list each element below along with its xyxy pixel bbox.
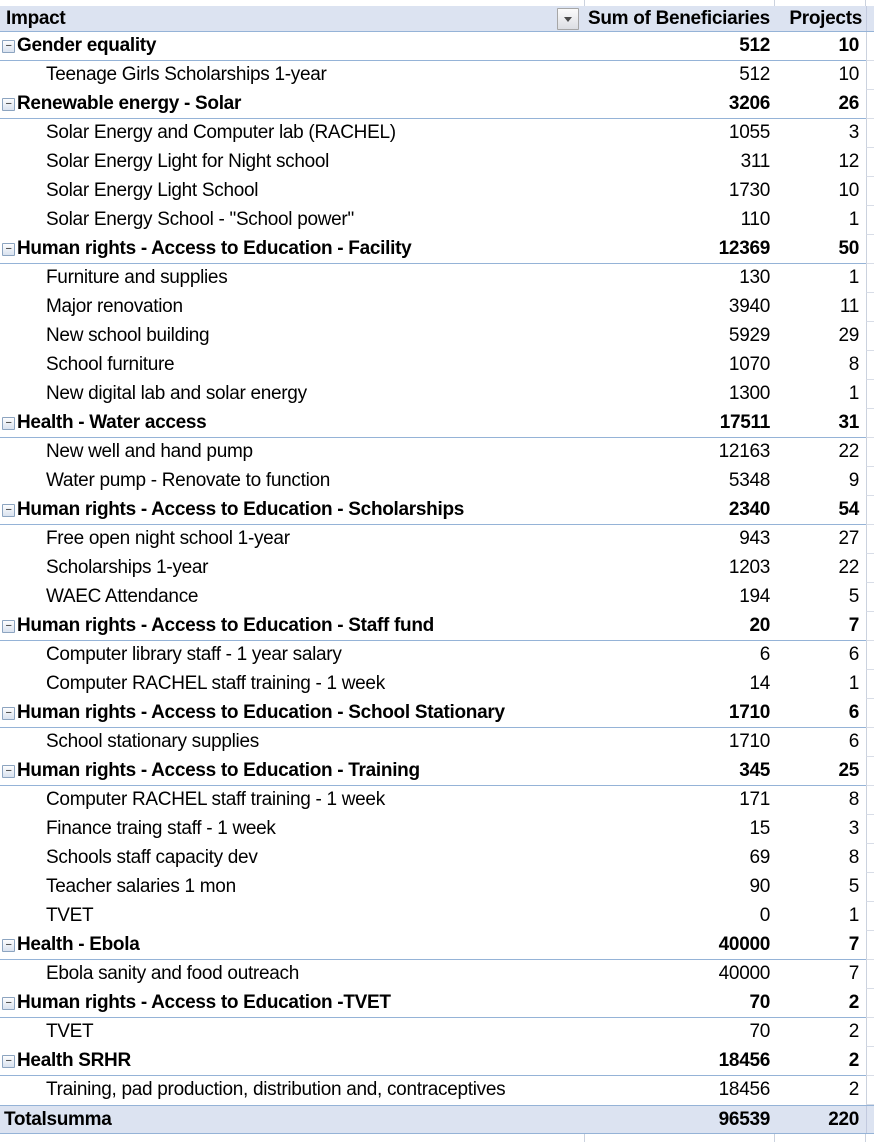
beneficiaries-cell[interactable]: 0 [759,905,770,926]
projects-cell[interactable]: 50 [838,238,859,259]
sheet-cell-sliver [866,699,874,728]
row-label: Solar Energy and Computer lab (RACHEL) [46,122,396,143]
row-label: Ebola sanity and food outreach [46,963,299,984]
table-row [0,670,874,699]
table-row [0,438,874,467]
impact-cell[interactable] [0,931,585,959]
table-row [0,148,874,177]
row-label: Finance traing staff - 1 week [46,818,276,839]
collapse-minus-icon[interactable]: − [2,243,15,256]
impact-cell[interactable] [0,351,585,379]
impact-cell[interactable] [0,90,585,118]
projects-cell[interactable]: 5 [848,586,859,607]
projects-cell[interactable]: 25 [838,760,859,781]
impact-cell[interactable] [0,641,585,669]
impact-cell[interactable] [0,554,585,582]
impact-cell[interactable] [0,873,585,901]
projects-cell[interactable]: 6 [848,702,859,723]
impact-cell[interactable] [0,525,585,553]
collapse-minus-icon[interactable]: − [2,417,15,430]
beneficiaries-cell[interactable]: 18456 [718,1079,770,1100]
row-label: Free open night school 1-year [46,528,290,549]
impact-cell[interactable] [0,1047,585,1075]
row-label: Human rights - Access to Education - Staff fund [17,615,434,636]
projects-cell[interactable]: 2 [848,1079,859,1100]
table-row [0,1047,874,1076]
impact-cell[interactable] [0,728,585,756]
beneficiaries-cell[interactable]: 40000 [718,934,770,955]
table-row [0,728,874,757]
total-beneficiaries-cell[interactable]: 96539 [718,1108,770,1130]
beneficiaries-cell[interactable]: 14 [749,673,770,694]
row-label: School furniture [46,354,175,375]
projects-cell[interactable]: 1 [848,267,859,288]
projects-cell[interactable]: 1 [848,209,859,230]
impact-cell[interactable] [0,496,585,524]
table-row [0,61,874,90]
row-label: Scholarships 1-year [46,557,209,578]
impact-cell[interactable] [0,1076,585,1104]
impact-cell[interactable] [0,148,585,176]
gridline [865,1134,866,1142]
table-row [0,119,874,148]
column-header-beneficiaries[interactable]: Sum of Beneficiaries [588,7,770,29]
table-row [0,815,874,844]
projects-cell[interactable]: 2 [848,1050,859,1071]
row-label: Human rights - Access to Education - Facility [17,238,412,259]
projects-cell[interactable]: 10 [838,64,859,85]
impact-cell[interactable] [0,409,585,437]
projects-cell[interactable]: 9 [848,470,859,491]
collapse-minus-icon[interactable]: − [2,707,15,720]
row-label: Human rights - Access to Education - Scholarships [17,499,465,520]
table-body [0,32,874,1105]
projects-cell[interactable]: 10 [838,35,859,56]
row-label: Health - Water access [17,412,207,433]
sheet-cell-sliver [866,670,874,699]
projects-cell[interactable]: 8 [848,789,859,810]
table-row [0,902,874,931]
projects-cell[interactable]: 6 [848,644,859,665]
table-row [0,409,874,438]
beneficiaries-cell[interactable]: 18456 [718,1050,770,1071]
sheet-cell-sliver [866,525,874,554]
sheet-cell-sliver [866,757,874,786]
impact-cell[interactable] [0,467,585,495]
collapse-minus-icon[interactable]: − [2,504,15,517]
row-label: Computer RACHEL staff training - 1 week [46,673,385,694]
projects-cell[interactable]: 31 [838,412,859,433]
impact-cell[interactable] [0,380,585,408]
impact-cell[interactable] [0,583,585,611]
sheet-cell-sliver [866,177,874,206]
row-label: Water pump - Renovate to function [46,470,331,491]
beneficiaries-cell[interactable]: 1203 [728,557,770,578]
collapse-minus-icon[interactable]: − [2,939,15,952]
beneficiaries-cell[interactable]: 70 [749,992,770,1013]
beneficiaries-cell[interactable]: 40000 [718,963,770,984]
impact-cell[interactable] [0,844,585,872]
row-label: New well and hand pump [46,441,253,462]
table-row [0,786,874,815]
beneficiaries-cell[interactable]: 130 [739,267,770,288]
row-label: Training, pad production, distribution and, contraceptives [46,1079,506,1100]
column-header-projects[interactable]: Projects [789,7,862,29]
table-row [0,641,874,670]
beneficiaries-cell[interactable]: 171 [739,789,770,810]
collapse-minus-icon[interactable]: − [2,98,15,111]
projects-cell[interactable]: 2 [848,1021,859,1042]
table-row [0,1076,874,1105]
sheet-cell-sliver [866,496,874,525]
row-label: Solar Energy Light for Night school [46,151,330,172]
sheet-cell-sliver [866,293,874,322]
table-row [0,496,874,525]
projects-cell[interactable]: 29 [838,325,859,346]
gridline [584,1134,585,1142]
table-row [0,960,874,989]
sheet-cell-sliver [866,728,874,757]
beneficiaries-cell[interactable]: 69 [749,847,770,868]
projects-cell[interactable]: 11 [839,296,859,317]
sheet-cell-sliver [866,119,874,148]
row-label: Health SRHR [17,1050,131,1071]
sheet-cell-sliver [866,264,874,293]
beneficiaries-cell[interactable]: 90 [749,876,770,897]
sheet-cell-sliver [866,641,874,670]
projects-cell[interactable]: 7 [848,615,859,636]
projects-cell[interactable]: 22 [838,557,859,578]
sheet-cell-sliver [866,554,874,583]
projects-cell[interactable]: 2 [848,992,859,1013]
row-label: Solar Energy School - "School power" [46,209,354,230]
beneficiaries-cell[interactable]: 1710 [728,731,770,752]
row-label: TVET [46,1021,94,1042]
projects-cell[interactable]: 7 [848,963,859,984]
sheet-cell-sliver [866,32,874,61]
table-row [0,467,874,496]
table-row [0,293,874,322]
beneficiaries-cell[interactable]: 3206 [728,93,770,114]
row-label: Computer RACHEL staff training - 1 week [46,789,385,810]
gridline [774,1134,775,1142]
table-row [0,525,874,554]
row-label: Schools staff capacity dev [46,847,258,868]
collapse-minus-icon[interactable]: − [2,765,15,778]
row-label: Major renovation [46,296,183,317]
beneficiaries-cell[interactable]: 1055 [728,122,770,143]
header-row [0,6,874,32]
filter-dropdown-button[interactable] [557,8,579,30]
sheet-cell-sliver [866,989,874,1018]
table-row [0,931,874,960]
sheet-cell-sliver [866,6,874,31]
beneficiaries-cell[interactable]: 1730 [728,180,770,201]
impact-cell[interactable] [0,699,585,727]
sheet-cell-sliver [866,235,874,264]
table-row [0,351,874,380]
projects-cell[interactable]: 3 [848,122,859,143]
table-row [0,699,874,728]
sheet-cell-sliver [866,90,874,119]
sheet-cell-sliver [866,844,874,873]
projects-cell[interactable]: 3 [848,818,859,839]
sheet-cell-sliver [866,438,874,467]
table-row [0,264,874,293]
sheet-cell-sliver [866,467,874,496]
sheet-cell-sliver [866,612,874,641]
chevron-down-icon [564,17,572,22]
sheet-cell-sliver [866,583,874,612]
beneficiaries-cell[interactable]: 1300 [728,383,770,404]
projects-cell[interactable]: 54 [838,499,859,520]
row-label: Human rights - Access to Education - School Stationary [17,702,505,723]
impact-cell[interactable] [0,989,585,1017]
sheet-cell-sliver [866,351,874,380]
sheet-strip-bottom [0,1134,874,1142]
projects-cell[interactable]: 6 [848,731,859,752]
impact-cell[interactable] [0,438,585,466]
grand-total-row [0,1105,874,1134]
table-row [0,206,874,235]
impact-cell[interactable] [0,61,585,89]
projects-cell[interactable]: 7 [848,934,859,955]
impact-cell[interactable] [0,960,585,988]
sheet-cell-sliver [866,960,874,989]
row-label: New school building [46,325,210,346]
table-row [0,873,874,902]
row-label: Teacher salaries 1 mon [46,876,236,897]
table-row [0,177,874,206]
beneficiaries-cell[interactable]: 345 [739,760,770,781]
row-label: Computer library staff - 1 year salary [46,644,342,665]
total-label-cell[interactable]: Totalsumma [4,1108,112,1130]
row-label: Health - Ebola [17,934,140,955]
row-label: School stationary supplies [46,731,259,752]
beneficiaries-cell[interactable]: 512 [739,35,770,56]
collapse-minus-icon[interactable]: − [2,620,15,633]
row-label: Solar Energy Light School [46,180,259,201]
row-label: Renewable energy - Solar [17,93,242,114]
impact-cell[interactable] [0,786,585,814]
sheet-cell-sliver [866,1076,874,1105]
row-label: New digital lab and solar energy [46,383,307,404]
collapse-minus-icon[interactable]: − [2,1055,15,1068]
projects-cell[interactable]: 8 [848,847,859,868]
impact-cell[interactable] [0,32,585,60]
sheet-cell-sliver [866,1018,874,1047]
sheet-cell-sliver [866,409,874,438]
impact-cell[interactable] [0,902,585,930]
table-row [0,322,874,351]
impact-cell[interactable] [0,264,585,292]
row-label: TVET [46,905,94,926]
projects-cell[interactable]: 1 [848,383,859,404]
impact-cell[interactable] [0,119,585,147]
sheet-cell-sliver [866,1047,874,1076]
beneficiaries-cell[interactable]: 20 [749,615,770,636]
impact-cell[interactable] [0,1018,585,1046]
sheet-cell-sliver [866,931,874,960]
table-row [0,1018,874,1047]
beneficiaries-cell[interactable]: 1070 [728,354,770,375]
sheet-cell-sliver [866,815,874,844]
sheet-cell-sliver [866,873,874,902]
table-row [0,989,874,1018]
table-row [0,235,874,264]
projects-cell[interactable]: 5 [848,876,859,897]
projects-cell[interactable]: 1 [848,905,859,926]
impact-cell[interactable] [0,235,585,263]
sheet-cell-sliver [866,322,874,351]
beneficiaries-cell[interactable]: 5348 [728,470,770,491]
beneficiaries-cell[interactable]: 311 [740,151,770,172]
sheet-cell-sliver [866,148,874,177]
beneficiaries-cell[interactable]: 2340 [728,499,770,520]
impact-cell[interactable] [0,757,585,785]
table-row [0,757,874,786]
collapse-minus-icon[interactable]: − [2,997,15,1010]
table-row [0,32,874,61]
impact-cell[interactable] [0,177,585,205]
row-label: Furniture and supplies [46,267,228,288]
table-row [0,844,874,873]
impact-cell[interactable] [0,322,585,350]
impact-cell[interactable] [0,206,585,234]
sheet-cell-sliver [866,1106,874,1133]
sheet-cell-sliver [866,380,874,409]
beneficiaries-cell[interactable]: 70 [749,1021,770,1042]
total-projects-cell[interactable]: 220 [828,1108,859,1130]
impact-cell[interactable] [0,670,585,698]
row-label: Human rights - Access to Education -TVET [17,992,391,1013]
impact-cell[interactable] [0,815,585,843]
table-row [0,583,874,612]
beneficiaries-cell[interactable]: 15 [749,818,770,839]
impact-cell[interactable] [0,293,585,321]
beneficiaries-cell[interactable]: 3940 [728,296,770,317]
projects-cell[interactable]: 22 [838,441,859,462]
beneficiaries-cell[interactable]: 12369 [718,238,770,259]
sheet-cell-sliver [866,61,874,90]
sheet-cell-sliver [866,902,874,931]
table-row [0,380,874,409]
beneficiaries-cell[interactable]: 6 [759,644,770,665]
beneficiaries-cell[interactable]: 12163 [718,441,770,462]
row-label: Human rights - Access to Education - Training [17,760,420,781]
row-label: Teenage Girls Scholarships 1-year [46,64,327,85]
beneficiaries-cell[interactable]: 5929 [728,325,770,346]
table-row [0,90,874,119]
sheet-cell-sliver [866,786,874,815]
projects-cell[interactable]: 10 [838,180,859,201]
projects-cell[interactable]: 12 [838,151,859,172]
projects-cell[interactable]: 27 [838,528,859,549]
column-header-impact[interactable]: Impact [6,7,66,29]
beneficiaries-cell[interactable]: 1710 [728,702,770,723]
collapse-minus-icon[interactable]: − [2,40,15,53]
projects-cell[interactable]: 8 [848,354,859,375]
beneficiaries-cell[interactable]: 943 [739,528,770,549]
sheet-cell-sliver [866,206,874,235]
projects-cell[interactable]: 26 [838,93,859,114]
table-row [0,612,874,641]
table-row [0,554,874,583]
beneficiaries-cell[interactable]: 110 [740,209,770,230]
beneficiaries-cell[interactable]: 194 [739,586,770,607]
row-label: WAEC Attendance [46,586,199,607]
beneficiaries-cell[interactable]: 512 [739,64,770,85]
projects-cell[interactable]: 1 [848,673,859,694]
impact-cell[interactable] [0,612,585,640]
row-label: Gender equality [17,35,157,56]
beneficiaries-cell[interactable]: 17511 [719,412,770,433]
